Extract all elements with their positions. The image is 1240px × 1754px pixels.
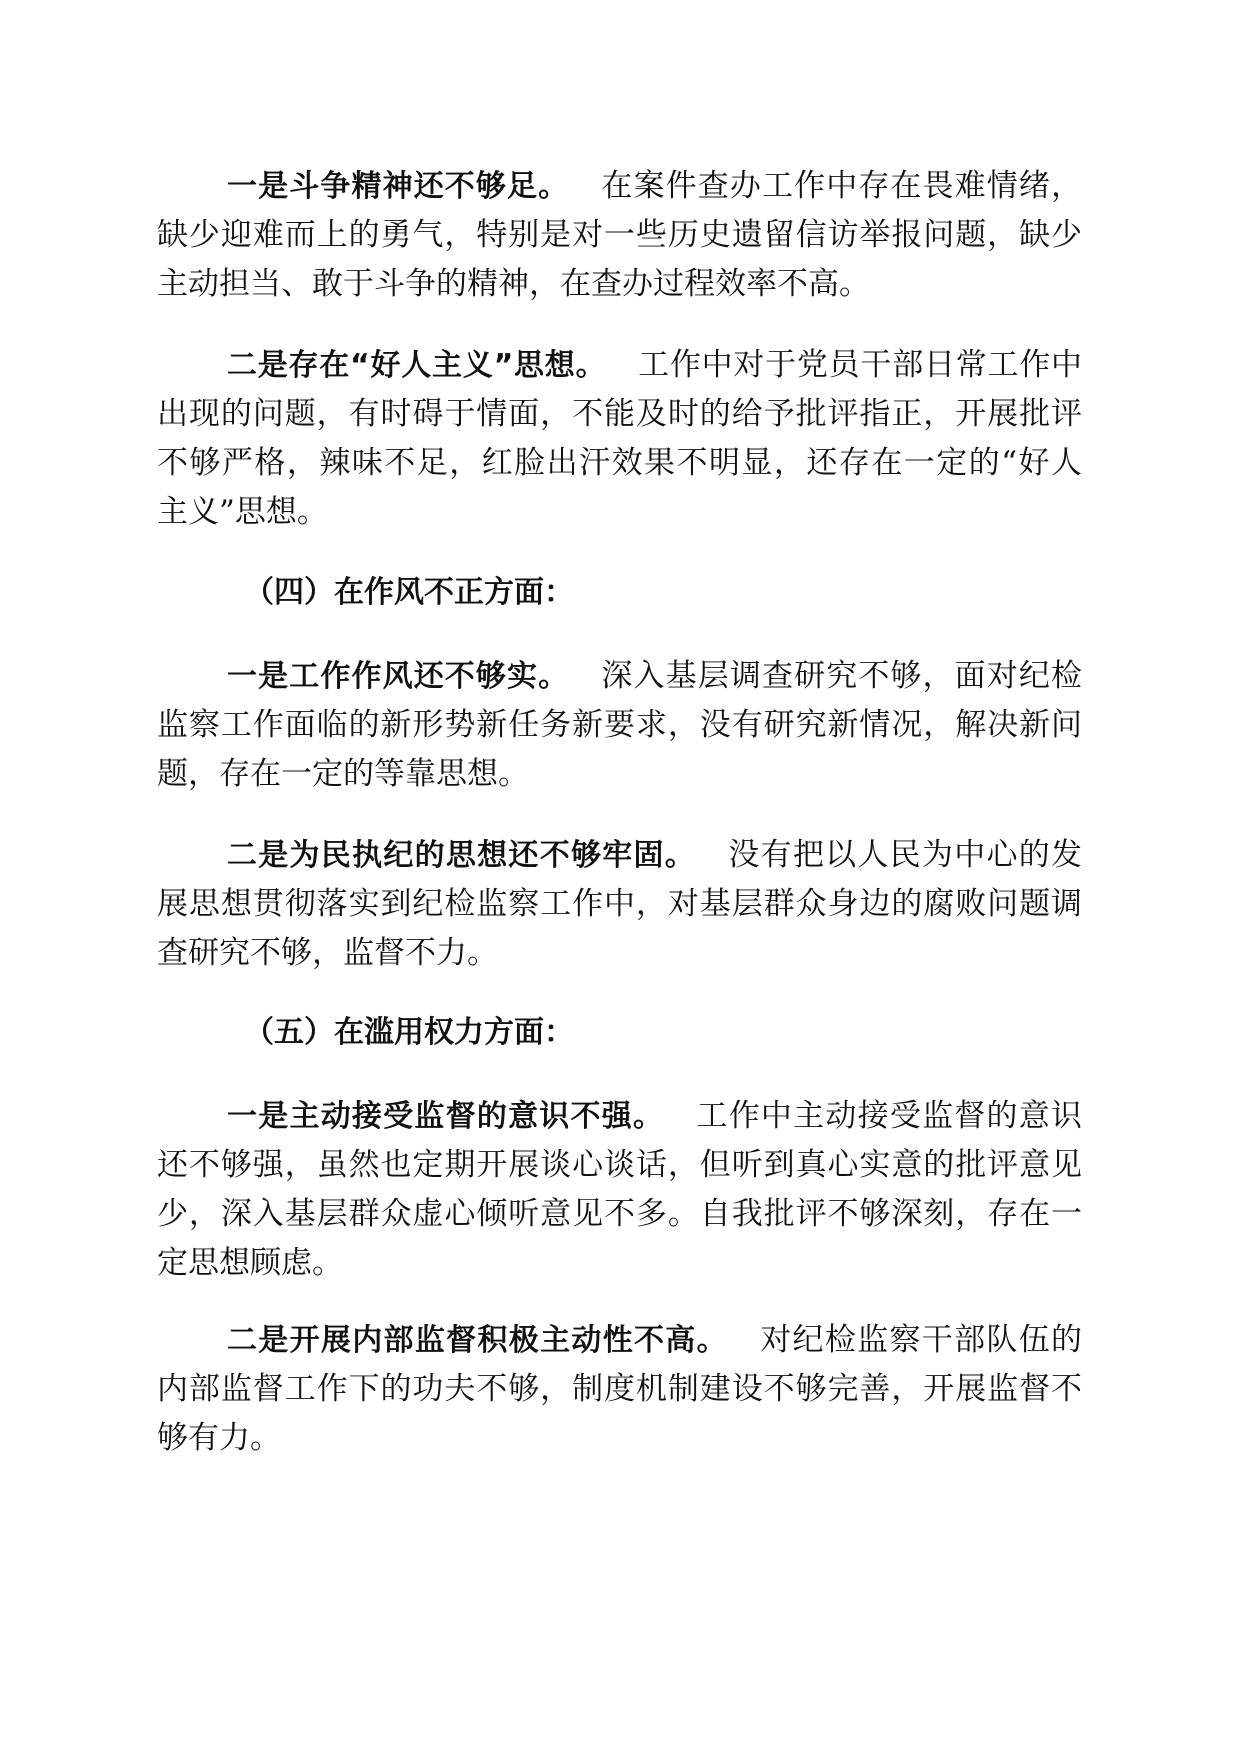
- paragraph-line: 缺少迎难而上的勇气，特别是对一些历史遗留信访举报问题，缺少: [157, 217, 1082, 253]
- paragraph-line: [157, 1316, 1082, 1365]
- paragraph-line: 查研究不够，监督不力。: [157, 935, 498, 971]
- paragraph-line: 定思想顾虑。: [157, 1245, 343, 1281]
- paragraph-text: 没有把以人民为中心的发: [727, 837, 1083, 873]
- paragraph-lead: 一是工作作风还不够实。: [227, 659, 570, 694]
- paragraph-line: 出现的问题，有时碍于情面，不能及时的给予批评指正，开展批评: [157, 396, 1082, 432]
- paragraph-text: 深入基层调查研究不够，面对纪检: [600, 658, 1083, 694]
- paragraph-work-style: [157, 652, 1082, 799]
- paragraph-text: 在案件查办工作中存在畏难情绪，: [600, 168, 1083, 204]
- paragraph-internal-supervision: [157, 1316, 1082, 1463]
- paragraph-line: 不够严格，辣味不足，红脸出汗效果不明显，还存在一定的“好人: [157, 445, 1082, 481]
- paragraph-line: [157, 341, 1082, 390]
- paragraph-line: [157, 1092, 1082, 1141]
- paragraph-text: 工作中主动接受监督的意识: [695, 1098, 1083, 1134]
- paragraph-line: [157, 831, 1082, 880]
- paragraph-lead: 一是主动接受监督的意识不强。: [227, 1099, 665, 1134]
- paragraph-line: 题，存在一定的等靠思想。: [157, 756, 529, 792]
- paragraph-lead: 二是存在“好人主义”思想。: [227, 348, 607, 383]
- paragraph-line: 够有力。: [157, 1420, 281, 1456]
- paragraph-line: 少，深入基层群众虚心倾听意见不多。自我批评不够深刻，存在一: [157, 1196, 1082, 1232]
- paragraph-lead: 一是斗争精神还不够足。: [227, 169, 570, 204]
- paragraph-lead: 二是开展内部监督积极主动性不高。: [227, 1323, 728, 1358]
- paragraph-accept-supervision: [157, 1092, 1082, 1288]
- paragraph-line: [157, 652, 1082, 701]
- paragraph-text: 对纪检监察干部队伍的: [758, 1322, 1083, 1358]
- paragraph-text: 工作中对于党员干部日常工作中: [637, 347, 1083, 383]
- paragraph-line: 还不够强，虽然也定期开展谈心谈话，但听到真心实意的批评意见: [157, 1147, 1082, 1183]
- section-heading-power-abuse: （五）在滥用权力方面：: [244, 1015, 574, 1050]
- paragraph-line: 内部监督工作下的功夫不够，制度机制建设不够完善，开展监督不: [157, 1371, 1082, 1407]
- paragraph-line: 主动担当、敢于斗争的精神，在查办过程效率不高。: [157, 266, 870, 302]
- paragraph-line: 监察工作面临的新形势新任务新要求，没有研究新情况，解决新问: [157, 707, 1082, 743]
- paragraph-lead: 二是为民执纪的思想还不够牢固。: [227, 838, 697, 873]
- paragraph-line: 展思想贯彻落实到纪检监察工作中，对基层群众身边的腐败问题调: [157, 886, 1082, 922]
- paragraph-line: 主义”思想。: [157, 494, 328, 530]
- paragraph-good-person-ism: [157, 341, 1082, 537]
- paragraph-struggle-spirit: [157, 162, 1082, 309]
- paragraph-line: [157, 162, 1082, 211]
- paragraph-people-discipline: [157, 831, 1082, 978]
- section-heading-work-style: （四）在作风不正方面：: [244, 575, 574, 610]
